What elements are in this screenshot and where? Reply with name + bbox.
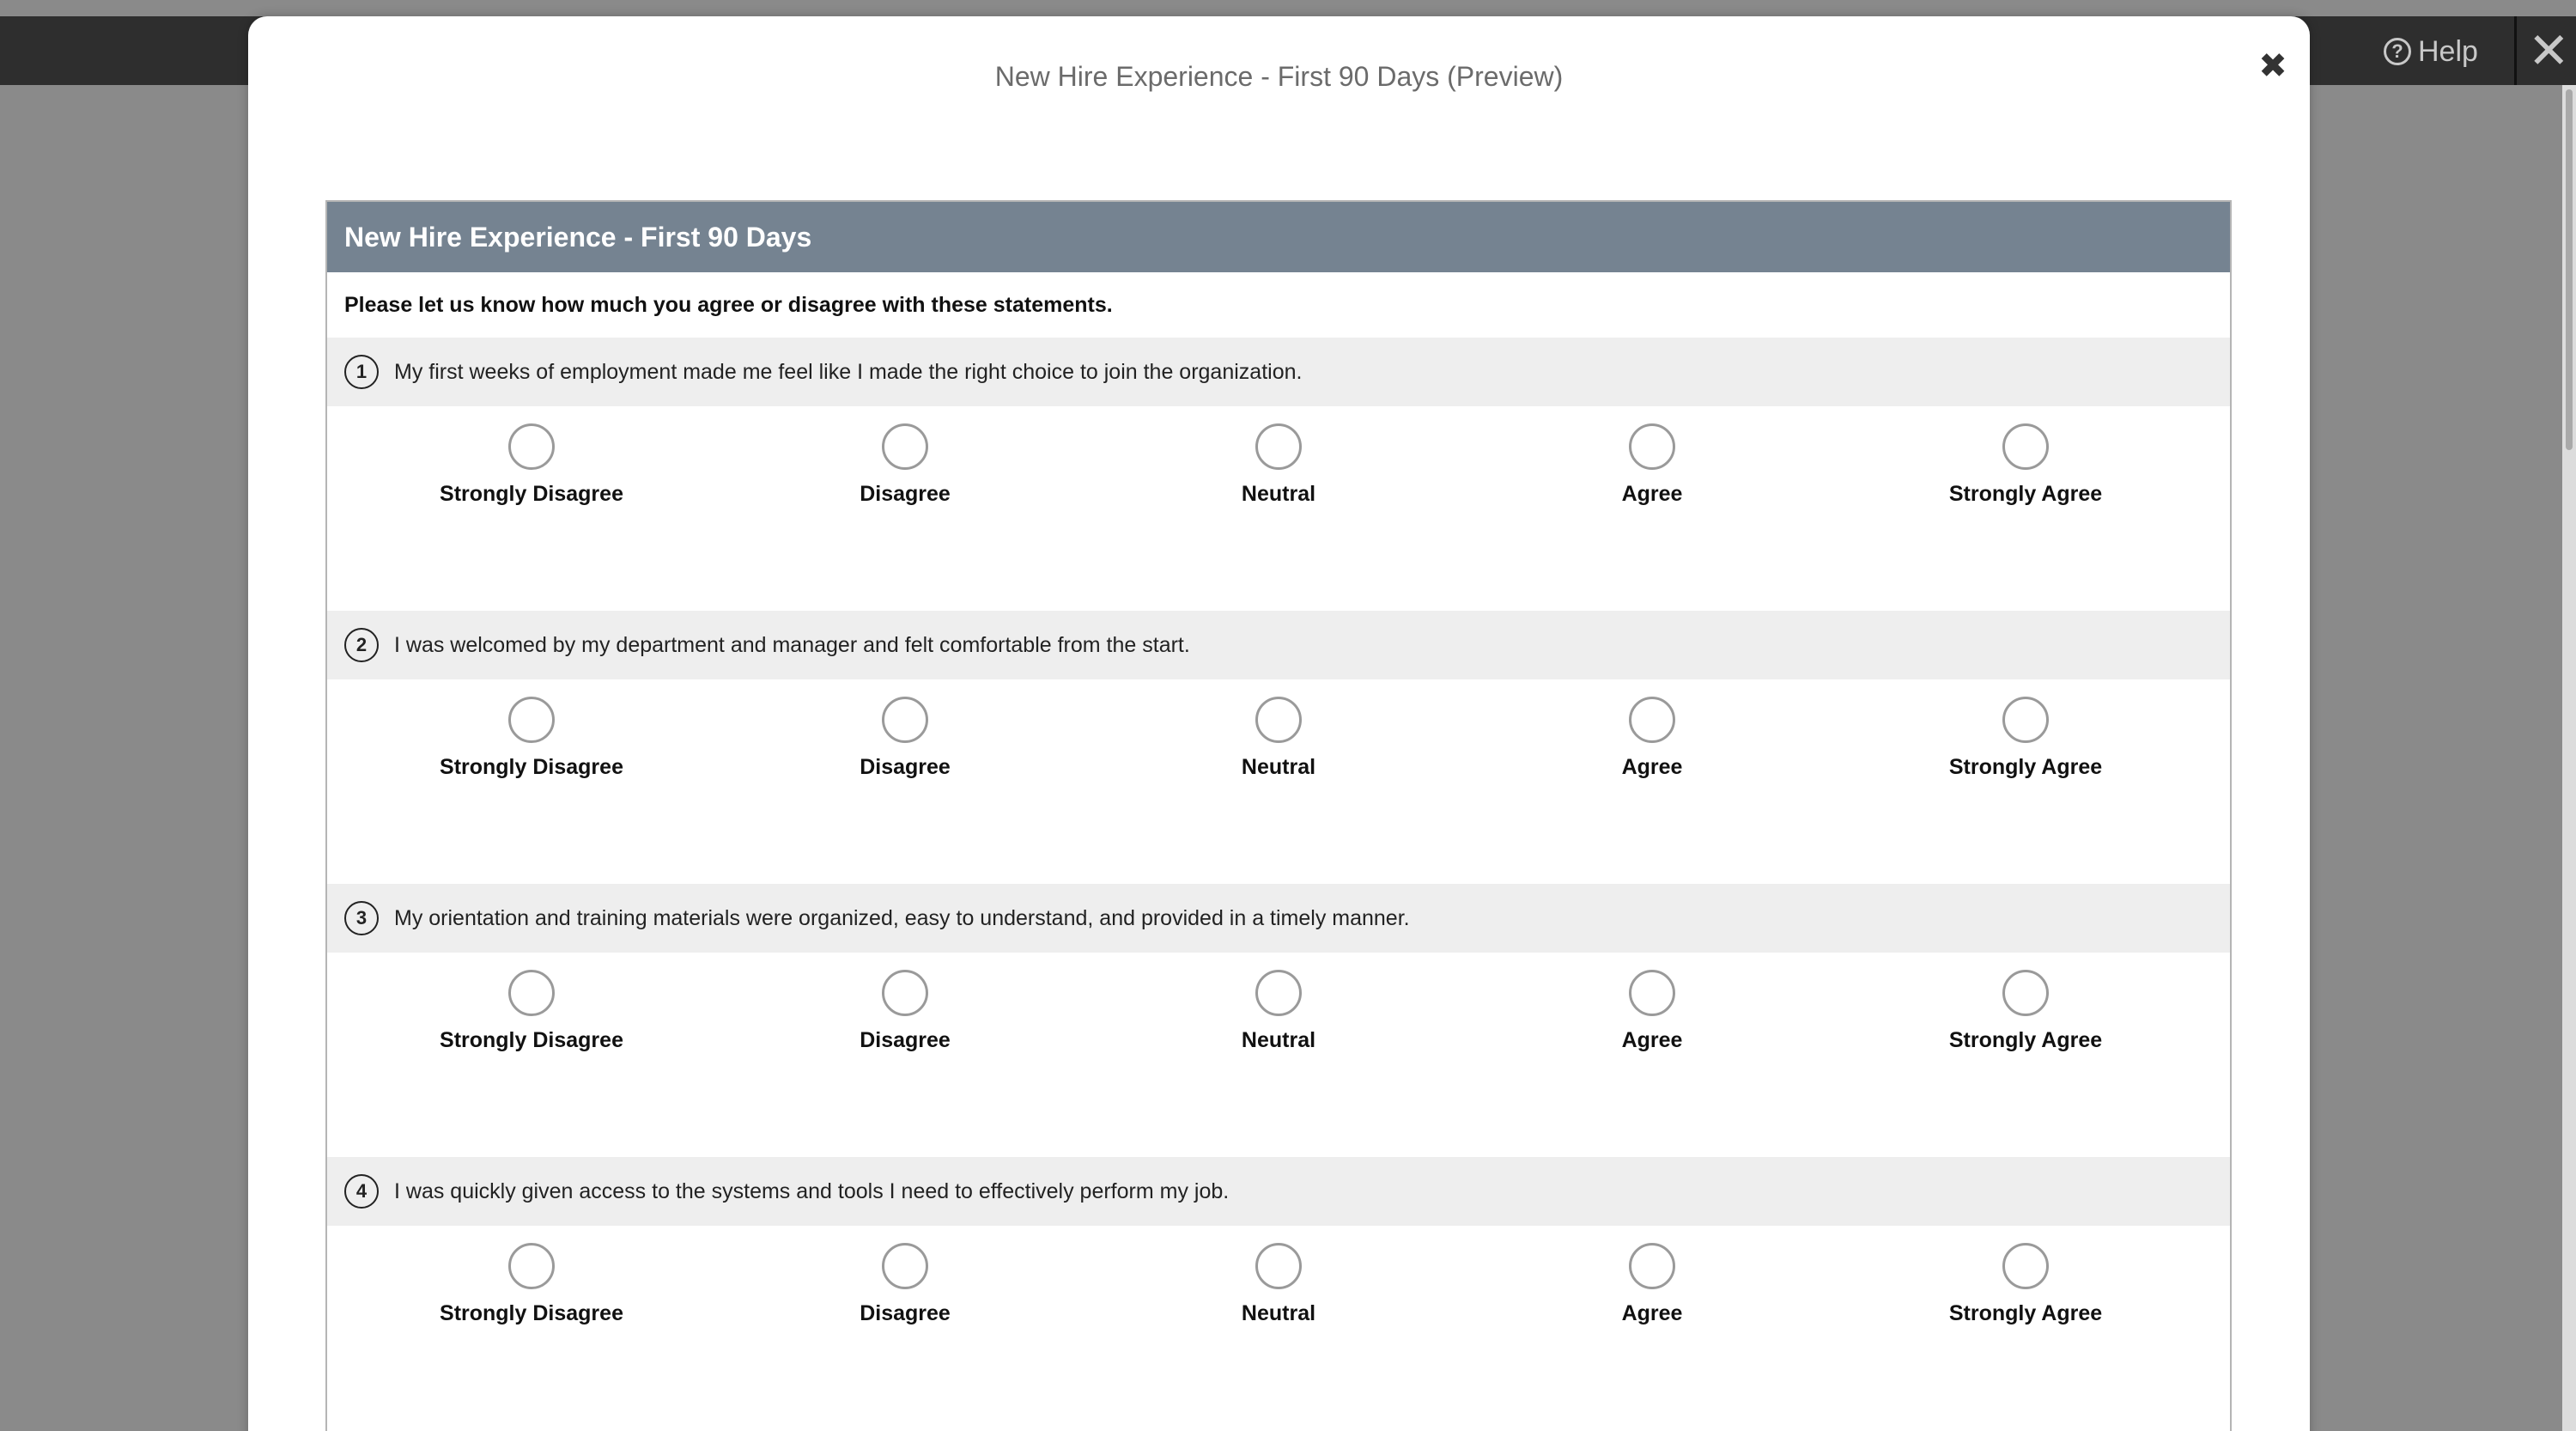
radio-button[interactable] [508, 697, 555, 743]
answer-option[interactable] [1523, 697, 1781, 780]
radio-button[interactable] [508, 1243, 555, 1289]
preview-modal [248, 16, 2310, 1431]
answer-option[interactable] [1523, 1243, 1781, 1326]
radio-button[interactable] [882, 697, 928, 743]
answer-options [327, 679, 2230, 884]
radio-button[interactable] [2002, 970, 2049, 1016]
option-label: Strongly Disagree [440, 482, 623, 506]
option-label: Neutral [1241, 1301, 1316, 1325]
question-block [327, 884, 2230, 1157]
option-label: Disagree [860, 755, 951, 779]
survey-form [325, 200, 2232, 1431]
option-label: Disagree [860, 1301, 951, 1325]
answer-option[interactable] [776, 423, 1034, 507]
radio-button[interactable] [1629, 1243, 1675, 1289]
answer-option[interactable] [1523, 970, 1781, 1053]
question-block [327, 1157, 2230, 1430]
question-number-badge: 2 [344, 628, 379, 662]
page-scrollbar-thumb[interactable] [2566, 89, 2573, 450]
radio-button[interactable] [1629, 970, 1675, 1016]
answer-option[interactable] [776, 697, 1034, 780]
help-link[interactable] [2384, 31, 2478, 72]
answer-option[interactable] [403, 697, 660, 780]
answer-option[interactable] [1150, 423, 1407, 507]
question-block [327, 611, 2230, 884]
radio-button[interactable] [882, 1243, 928, 1289]
radio-button[interactable] [1255, 697, 1302, 743]
option-label: Strongly Agree [1948, 482, 2103, 506]
answer-option[interactable] [1897, 970, 2154, 1053]
help-label: Help [2418, 34, 2478, 68]
answer-option[interactable] [1523, 423, 1781, 507]
question-circle-icon: ? [2384, 38, 2411, 65]
question-text: My orientation and training materials were organized, easy to understand, and provided in a timely manner. [394, 905, 1410, 930]
radio-button[interactable] [882, 970, 928, 1016]
survey-title: New Hire Experience - First 90 Days [327, 202, 2230, 272]
radio-button[interactable] [1629, 697, 1675, 743]
question-text: I was quickly given access to the systems and tools I need to effectively perform my job. [394, 1178, 1230, 1203]
radio-button[interactable] [2002, 697, 2049, 743]
radio-button[interactable] [882, 423, 928, 470]
option-label: Neutral [1241, 482, 1316, 506]
option-label: Agree [1621, 482, 1683, 506]
question-header [327, 1157, 2230, 1226]
radio-button[interactable] [2002, 423, 2049, 470]
question-header [327, 884, 2230, 953]
answer-option[interactable] [1897, 1243, 2154, 1326]
option-label: Strongly Agree [1948, 755, 2103, 779]
question-text: My first weeks of employment made me feel like I made the right choice to join the organization. [394, 359, 1303, 384]
option-label: Disagree [860, 1028, 951, 1052]
radio-button[interactable] [508, 970, 555, 1016]
option-label: Strongly Disagree [440, 1301, 623, 1325]
radio-button[interactable] [2002, 1243, 2049, 1289]
radio-button[interactable] [1629, 423, 1675, 470]
question-block [327, 338, 2230, 611]
answer-option[interactable] [1150, 970, 1407, 1053]
radio-button[interactable] [1255, 1243, 1302, 1289]
modal-title: New Hire Experience - First 90 Days (Preview) [994, 61, 1564, 92]
answer-option[interactable] [1150, 697, 1407, 780]
answer-option[interactable] [403, 970, 660, 1053]
answer-options [327, 406, 2230, 611]
option-label: Agree [1621, 1301, 1683, 1325]
question-list [327, 338, 2230, 1430]
question-number-badge: 3 [344, 901, 379, 935]
survey-instructions: Please let us know how much you agree or disagree with these statements. [344, 293, 1113, 317]
option-label: Neutral [1241, 755, 1316, 779]
option-label: Neutral [1241, 1028, 1316, 1052]
question-text: I was welcomed by my department and manager and felt comfortable from the start. [394, 632, 1190, 657]
answer-option[interactable] [776, 970, 1034, 1053]
option-label: Strongly Agree [1948, 1301, 2103, 1325]
question-header [327, 338, 2230, 406]
option-label: Disagree [860, 482, 951, 506]
app-bar-divider [2514, 16, 2517, 85]
answer-option[interactable] [1150, 1243, 1407, 1326]
close-icon[interactable]: ✖ [2258, 47, 2287, 85]
option-label: Agree [1621, 1028, 1683, 1052]
answer-option[interactable] [403, 1243, 660, 1326]
radio-button[interactable] [1255, 423, 1302, 470]
answer-option[interactable] [776, 1243, 1034, 1326]
answer-option[interactable] [1897, 423, 2154, 507]
answer-option[interactable] [1897, 697, 2154, 780]
option-label: Strongly Disagree [440, 755, 623, 779]
radio-button[interactable] [508, 423, 555, 470]
answer-option[interactable] [403, 423, 660, 507]
question-number-badge: 4 [344, 1174, 379, 1209]
option-label: Agree [1621, 755, 1683, 779]
option-label: Strongly Disagree [440, 1028, 623, 1052]
option-label: Strongly Agree [1948, 1028, 2103, 1052]
app-close-icon[interactable]: ✕ [2528, 24, 2570, 79]
question-header [327, 611, 2230, 679]
radio-button[interactable] [1255, 970, 1302, 1016]
answer-options [327, 953, 2230, 1157]
question-number-badge: 1 [344, 355, 379, 389]
answer-options [327, 1226, 2230, 1430]
